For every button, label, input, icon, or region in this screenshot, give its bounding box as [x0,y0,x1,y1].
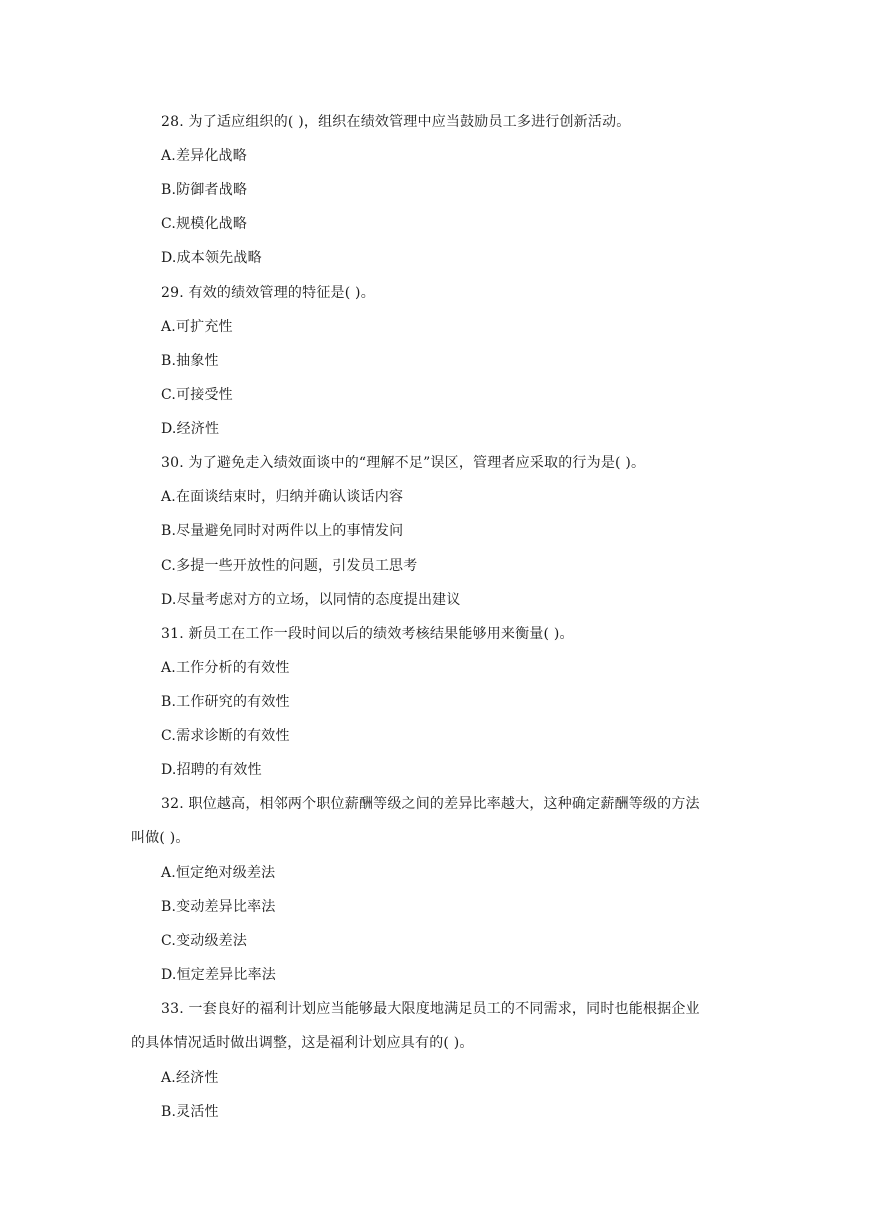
question-30-stem: 30. 为了避免走入绩效面谈中的“理解不足”误区，管理者应采取的行为是( )。 [161,455,646,471]
question-30-option-c: C.多提一些开放性的问题，引发员工思考 [161,558,418,574]
question-33-option-a: A.经济性 [161,1070,219,1086]
question-32-option-c: C.变动级差法 [161,933,248,949]
question-33-option-b: B.灵活性 [161,1104,219,1120]
question-33-stem-line-1: 33. 一套良好的福利计划应当能够最大限度地满足员工的不同需求，同时也能根据企业 [161,1001,700,1017]
question-29-stem: 29. 有效的绩效管理的特征是( )。 [161,285,375,301]
question-28-option-d: D.成本领先战略 [161,250,262,266]
question-30-option-b: B.尽量避免同时对两件以上的事情发问 [161,523,404,539]
question-32-option-d: D.恒定差异比率法 [161,967,276,983]
question-30-option-d: D.尽量考虑对方的立场，以同情的态度提出建议 [161,592,461,608]
question-28-stem: 28. 为了适应组织的( )，组织在绩效管理中应当鼓励员工多进行创新活动。 [161,114,631,130]
question-29-option-a: A.可扩充性 [161,319,233,335]
question-32-stem-line-1: 32. 职位越高，相邻两个职位薪酬等级之间的差异比率越大，这种确定薪酬等级的方法 [161,796,700,812]
question-31-option-d: D.招聘的有效性 [161,762,262,778]
question-31-option-b: B.工作研究的有效性 [161,694,290,710]
question-28-option-b: B.防御者战略 [161,182,248,198]
question-31-option-a: A.工作分析的有效性 [161,660,290,676]
question-28-option-a: A.差异化战略 [161,148,247,164]
question-29-option-c: C.可接受性 [161,387,233,403]
question-29-option-d: D.经济性 [161,421,220,437]
question-29-option-b: B.抽象性 [161,353,219,369]
question-32-option-a: A.恒定绝对级差法 [161,865,276,881]
question-31-stem: 31. 新员工在工作一段时间以后的绩效考核结果能够用来衡量( )。 [161,626,574,642]
question-32-option-b: B.变动差异比率法 [161,899,276,915]
question-32-stem-line-2: 叫做( )。 [131,830,190,846]
question-28-option-c: C.规模化战略 [161,216,248,232]
question-31-option-c: C.需求诊断的有效性 [161,728,290,744]
question-30-option-a: A.在面谈结束时，归纳并确认谈话内容 [161,489,404,505]
question-33-stem-line-2: 的具体情况适时做出调整，这是福利计划应具有的( )。 [131,1035,474,1051]
